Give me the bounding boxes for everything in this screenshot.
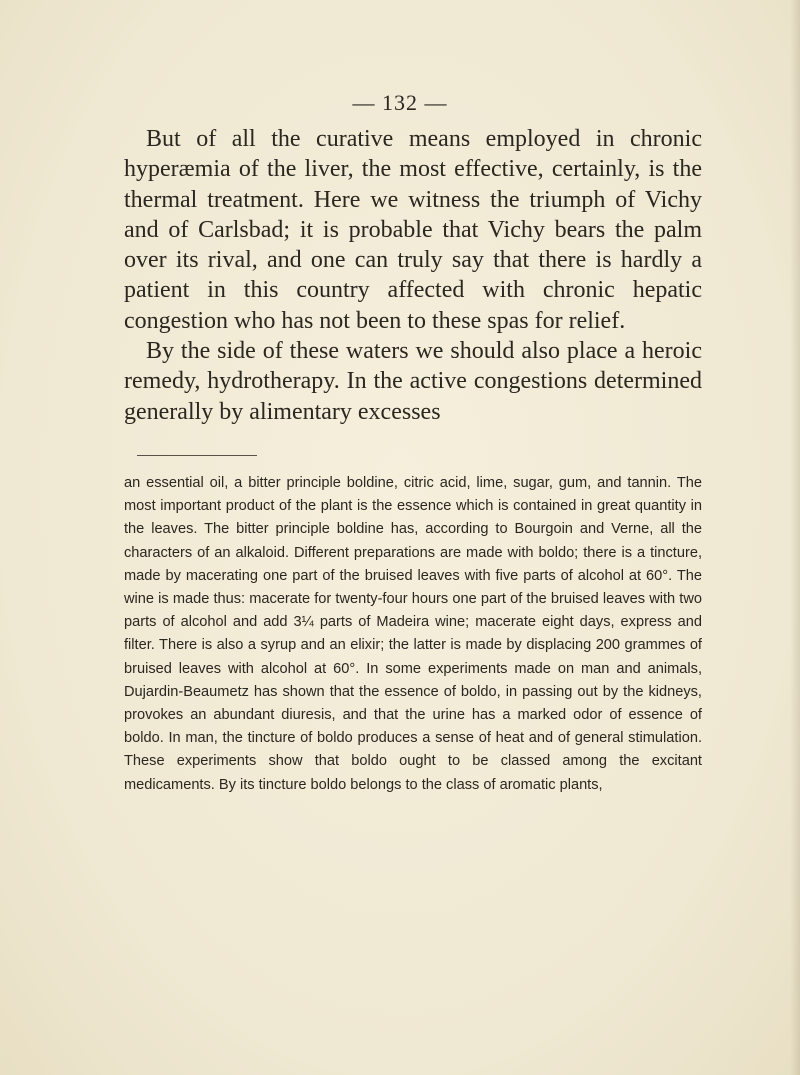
page-edge-shadow xyxy=(790,0,800,1075)
footnote-paragraph: an essential oil, a bitter principle boldine, citric acid, lime, sugar, gum, and tannin. The most important product of the plant is the essence which is contained in great quantity in the leaves. The bitter principle boldine has, according to Bourgoin and Verne, all the characters of an alkaloid. Different preparations are made with boldo; there is a tincture, made by macerating one part of the bruised leaves with five parts of alcohol at 60°. The wine is made thus: macerate for twenty-four hours one part of the bruised leaves with two parts of alcohol and add 3¼ parts of Madeira wine; macerate eight days, express and filter. There is also a syrup and an elixir; the latter is made by displacing 200 grammes of bruised leaves with alcohol at 60°. In some experiments made on man and animals, Dujardin-Beaumetz has shown that the essence of boldo, in passing out by the kidneys, provokes an abundant diuresis, and that the urine has a marked odor of essence of boldo. In man, the tincture of boldo produces a sense of heat and of general stimulation. These experiments show that boldo ought to be classed among the excitant medicaments. By its tincture boldo belongs to the class of aromatic plants, xyxy=(124,475,702,793)
footnote xyxy=(124,472,702,797)
body-paragraph: But of all the curative means employed in chronic hyperæmia of the liver, the most effective, certainly, is the thermal treatment. Here we witness the triumph of Vichy and of Carlsbad; it is probable that Vichy bears the palm over its rival, and one can truly say that there is hardly a patient in this country affected with chronic hepatic congestion who has not been to these spas for relief. xyxy=(124,126,702,334)
footnote-rule xyxy=(137,455,257,456)
body-paragraph: By the side of these waters we should also place a heroic remedy, hydrotherapy. In the active congestions determined generally by alimentary excesses xyxy=(124,338,702,425)
page-number: — 132 — xyxy=(352,90,448,115)
main-text xyxy=(124,124,702,427)
